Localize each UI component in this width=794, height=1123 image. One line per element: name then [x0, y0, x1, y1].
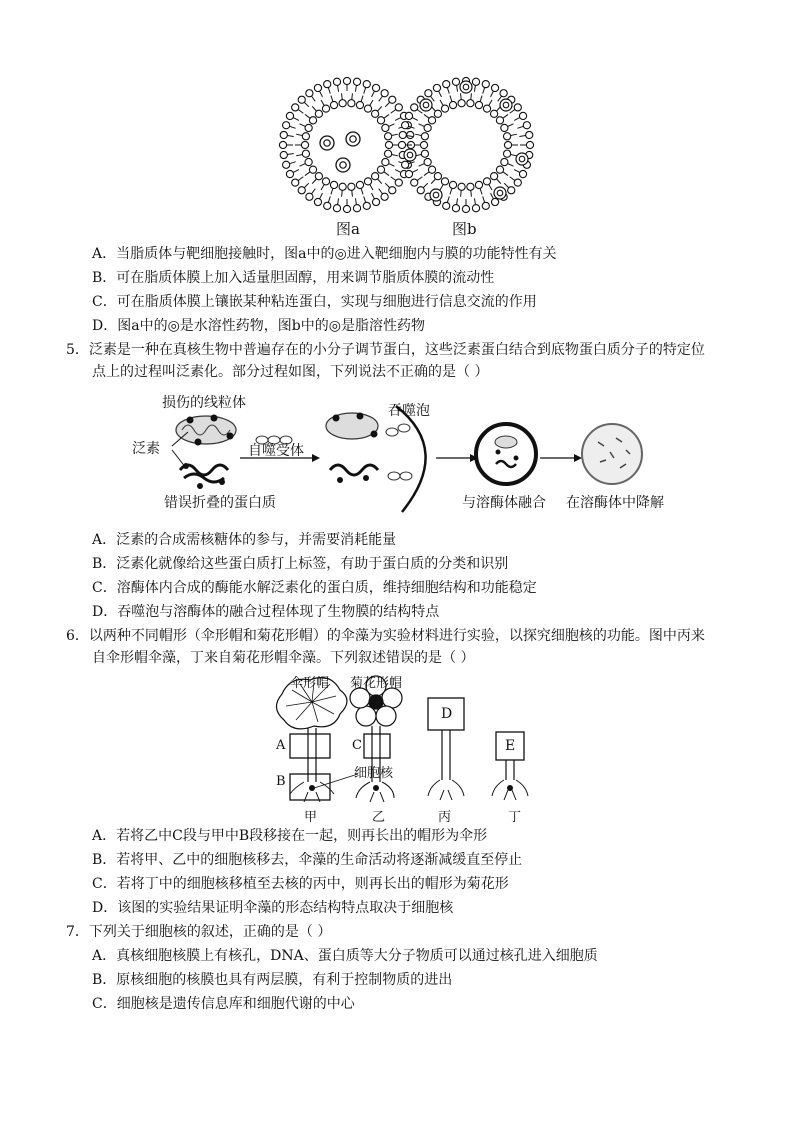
- fig-a-label: 图a: [336, 220, 360, 238]
- label-d: D: [441, 706, 453, 722]
- acetabularia-figure: [0, 670, 794, 830]
- q6-option-d: D．该图的实验结果证明伞藻的形态结构特点取决于细胞核: [92, 900, 454, 916]
- q6-option-c: C．若将丁中的细胞核移植至去核的丙中，则再长出的帽形为菊花形: [92, 876, 509, 892]
- q5-option-b: B．泛素化就像给这些蛋白质打上标签，有助于蛋白质的分类和识别: [92, 556, 509, 572]
- label-degrade: 在溶酶体中降解: [566, 495, 664, 511]
- q6-option-b: B．若将甲、乙中的细胞核移去，伞藻的生命活动将逐渐减缓直至停止: [92, 852, 523, 868]
- label-umbrella-cap: 伞形帽: [290, 676, 330, 691]
- q4-option-c: C．可在脂质体膜上镶嵌某种粘连蛋白，实现与细胞进行信息交流的作用: [92, 294, 537, 310]
- q6-stem-line1: 6．以两种不同帽形（伞形帽和菊花形帽）的伞藻为实验材料进行实验，以探究细胞核的功能。图中丙来: [66, 628, 705, 644]
- q4-option-d: D．图a中的◎是水溶性药物，图b中的◎是脂溶性药物: [92, 318, 425, 334]
- q7-option-b: B．原核细胞的核膜也具有两层膜，有利于控制物质的进出: [92, 972, 453, 988]
- q5-option-a: A．泛素的合成需核糖体的参与，并需要消耗能量: [92, 532, 397, 548]
- label-fuse-lysosome: 与溶酶体融合: [462, 495, 546, 511]
- q7-option-c: C．细胞核是遗传信息库和细胞代谢的中心: [92, 996, 355, 1012]
- receptor-chain-icon: [386, 424, 412, 480]
- label-a: A: [276, 738, 286, 753]
- liposome-a: [279, 77, 414, 212]
- label-bing: 丙: [438, 810, 452, 825]
- q7-stem: 7．下列关于细胞核的叙述，正确的是（ ）: [66, 924, 332, 940]
- label-damaged-mito: 损伤的线粒体: [162, 395, 246, 411]
- liposome-figure: [0, 0, 794, 240]
- label-nucleus: 细胞核: [354, 766, 394, 781]
- q4-option-a: A．当脂质体与靶细胞接触时，图a中的◎进入靶细胞内与膜的功能特性有关: [92, 246, 557, 262]
- label-c: C: [352, 738, 362, 753]
- q5-stem-line2: 点上的过程叫泛素化。部分过程如图，下列说法不正确的是（ ）: [92, 364, 489, 380]
- q5-option-c: C．溶酶体内合成的酶能水解泛素化的蛋白质，维持细胞结构和功能稳定: [92, 580, 537, 596]
- label-chrysanthemum-cap: 菊花形帽: [350, 676, 403, 691]
- segment-c-box: [364, 734, 390, 758]
- label-ding: 丁: [508, 810, 522, 825]
- label-misfolded-protein: 错误折叠的蛋白质: [164, 495, 276, 511]
- mitochondria-icon: [176, 415, 236, 446]
- q6-option-a: A．若将乙中C段与甲中B段移接在一起，则再长出的帽形为伞形: [92, 828, 488, 844]
- label-autophagy-receptor: 自噬受体: [248, 443, 304, 459]
- q5-option-d: D．吞噬泡与溶酶体的融合过程体现了生物膜的结构特点: [92, 604, 440, 620]
- q5-stem-line1: 5．泛素是一种在真核生物中普遍存在的小分子调节蛋白，这些泛素蛋白结合到底物蛋白质分子的特定位: [66, 342, 705, 358]
- fig-b-label: 图b: [452, 220, 477, 238]
- q7-option-a: A．真核细胞核膜上有核孔，DNA、蛋白质等大分子物质可以通过核孔进入细胞质: [92, 948, 598, 964]
- phagophore-membrane: [396, 406, 426, 512]
- label-jia: 甲: [304, 810, 318, 825]
- liposome-b: [398, 77, 533, 212]
- q4-option-b: B．可在脂质体膜上加入适量胆固醇，用来调节脂质体膜的流动性: [92, 270, 495, 286]
- misfolded-protein-icon: [180, 463, 228, 489]
- label-yi: 乙: [372, 810, 386, 825]
- segment-a-box: [290, 734, 330, 758]
- label-e: E: [505, 738, 516, 754]
- label-phagosome: 吞噬泡: [388, 403, 430, 419]
- label-ubiquitin: 泛素: [132, 441, 160, 457]
- label-b: B: [276, 774, 286, 789]
- autophagosome-icon: [476, 424, 536, 484]
- q6-stem-line2: 自伞形帽伞藻，丁来自菊花形帽伞藻。下列叙述错误的是（ ）: [92, 650, 475, 666]
